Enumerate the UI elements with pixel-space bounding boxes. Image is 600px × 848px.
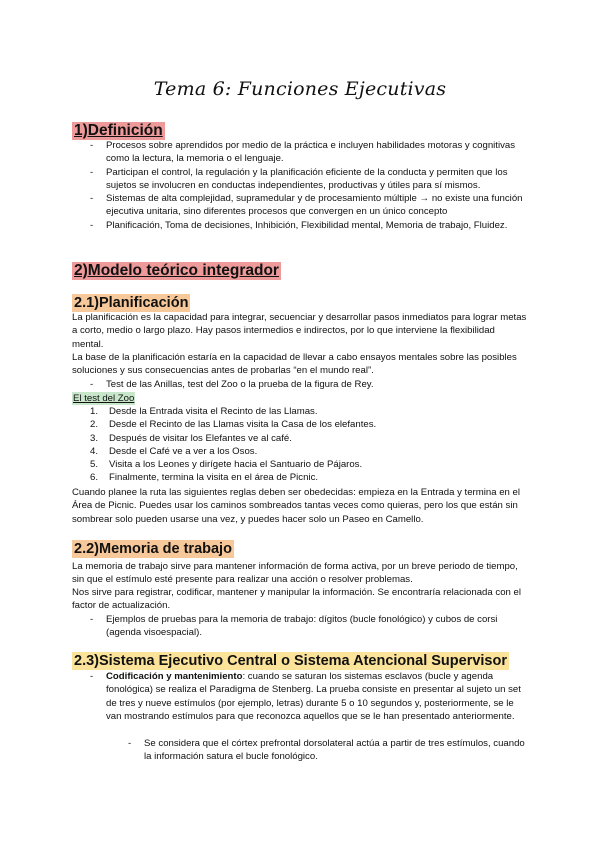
list-item [88,445,528,458]
zoo-steps-list [88,405,528,485]
list-item [88,432,528,445]
step-text: Desde la Entrada visita el Recinto de las Llamas. [109,406,318,417]
section-heading-modelo: 2)Modelo teórico integrador [74,262,279,279]
definicion-bullet-list [88,139,528,232]
list-item: - Sistemas de alta complejidad, supramedular y de procesamiento múltiple → no existe una función ejecutiva unitaria, sino diferentes procesos que convergen en un único concepto [88,192,528,219]
list-item [88,471,528,484]
section-heading-memoria-trabajo: 2.2)Memoria de trabajo [74,541,232,557]
list-item [88,405,528,418]
section-heading-sistema-ejecutivo: 2.3)Sistema Ejecutivo Central o Sistema Atencional Supervisor [74,653,507,669]
list-item [88,670,528,723]
step-text: Después de visitar los Elefantes ve al café. [109,432,292,444]
zoo-test-heading: El test del Zoo [73,393,135,404]
list-item: - Ejemplos de pruebas para la memoria de trabajo: dígitos (bucle fonológico) y cubos de corsi (agenda visoespacial). [88,613,528,640]
step-number: 3. [90,432,99,444]
step-number: 2. [90,419,99,431]
step-number: 6. [90,472,99,484]
sistema-sub-bullet-list [126,737,526,764]
planificacion-paragraph-2: La base de la planificación estaría en la capacidad de llevar a cabo ensayos mentales sobre las posibles soluciones y sus consecuencias antes de probarlas “en el mundo real”. [72,352,517,377]
list-item [88,458,528,471]
step-text: Finalmente, termina la visita en el área de Picnic. [109,472,319,484]
list-item: - Test de las Anillas, test del Zoo o la prueba de la figura de Rey. [88,378,528,391]
step-number: 4. [90,445,99,457]
step-number: 5. [90,459,99,471]
page-title: Tema 6: Funciones Ejecutivas [153,78,447,100]
list-item: - Procesos sobre aprendidos por medio de la práctica e incluyen habilidades motoras y cognitivas como la lectura, la memoria o el lenguaje. [88,139,528,166]
planificacion-paragraph-1: La planificación es la capacidad para integrar, secuenciar y desarrollar pasos inmediatos para lograr metas a corto, medio o largo plazo. Hay pasos intermedios e indirectos, por lo que interviene la flexibilidad mental. [72,312,527,350]
list-item: - Planificación, Toma de decisiones, Inhibición, Flexibilidad mental, Memoria de trabajo, Fluidez. [88,219,528,232]
memoria-paragraph-1: La memoria de trabajo sirve para mantener información de forma activa, por un breve periodo de tiempo, sin que el estímulo esté presente para realizar una acción o resolver problemas. [72,561,518,586]
step-number: 1. [90,406,99,417]
bullet-text: : cuando se saturan los sistemas esclavos (bucle y agenda fonológica) se realiza el Paradigma de Stenberg. La prueba consiste en presentar al sujeto un set de tres y nueve estímulos (por ejemplo, letras) durante 5 o 10 segundos y, posteriormente, se le van mostrando estímulos para que reconozca aquellos que se le han presentado anteriormente. [106,671,521,722]
list-item: - Participan el control, la regulación y la planificación eficiente de la conducta y permiten que los sujetos se involucren en conductas independientes, productivas y útiles para sí mismos. [88,166,528,193]
list-item [88,418,528,431]
list-item: - Se considera que el córtex prefrontal dorsolateral actúa a partir de tres estímulos, cuando la información satura el bucle fonológico. [126,737,526,764]
bold-term: Codificación y mantenimiento [106,671,243,682]
sistema-bullet-list [88,670,528,723]
section-heading-definicion: 1)Definición [74,122,163,139]
memoria-bullet-list [88,613,528,640]
step-text: Visita a los Leones y dirígete hacia el Santuario de Pájaros. [109,459,363,471]
memoria-paragraph-2: Nos sirve para registrar, codificar, mantener y manipular la información. Se encontraría relacionada con el factor de actualización. [72,587,521,612]
planificacion-paragraph-3: Cuando planee la ruta las siguientes reglas deben ser obedecidas: empieza en la Entrada y termina en el Área de Picnic. Puedes usar los caminos sombreados tantas veces como quieras, pero los que están sin sombrear solo pueden usarse una vez, y puedes hacer solo un Paseo en Camello. [72,487,520,525]
planificacion-bullet-list [88,378,528,391]
step-text: Desde el Recinto de las Llamas visita la Casa de los elefantes. [109,419,377,431]
step-text: Desde el Café ve a ver a los Osos. [109,445,258,457]
section-heading-planificacion: 2.1)Planificación [74,295,189,311]
